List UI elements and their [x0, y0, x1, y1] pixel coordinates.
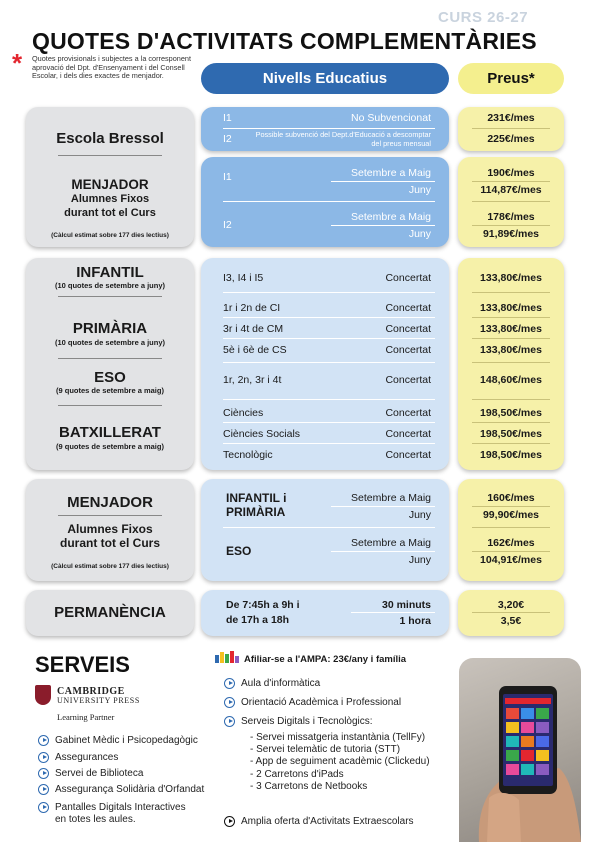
play-icon	[224, 816, 235, 827]
price-menjador-bressol-2: 114,87€/mes	[480, 184, 542, 196]
digital-item: - 3 Carretons de Netbooks	[250, 780, 368, 792]
menjador-label-box	[26, 479, 194, 581]
divider	[58, 515, 162, 516]
divider	[223, 527, 435, 528]
menjador-title: MENJADOR	[67, 494, 153, 511]
curs-price: 198,50€/mes	[480, 428, 542, 440]
play-icon	[38, 752, 49, 763]
servei-item	[38, 784, 208, 796]
divider	[472, 292, 550, 293]
divider	[472, 317, 550, 318]
curs-type: Concertat	[385, 449, 431, 461]
servei-label: Orientació Acadèmica i Professional	[241, 697, 402, 708]
etapa-infantil-title: INFANTIL	[76, 264, 144, 281]
menjador-levels-box	[201, 479, 449, 581]
bressol-label-box	[26, 107, 194, 247]
bressol-desc-i2: Possible subvenció del Dept.d'Educació a descomptar del preus mensual	[255, 130, 431, 148]
header-preus: Preus*	[458, 63, 564, 94]
divider	[331, 506, 435, 507]
divider	[223, 317, 435, 318]
curs-type: Concertat	[385, 344, 431, 356]
header-nivells: Nivells Educatius	[201, 63, 449, 94]
menjador-note: (Càlcul estimat sobre 177 dies lectius)	[51, 563, 169, 570]
menjador-level-1a: INFANTIL i	[226, 491, 287, 505]
bressol-title: Escola Bressol	[56, 130, 164, 147]
play-icon	[38, 768, 49, 779]
provisional-note: Quotes provisionals i subjectes a la corresponent aprovació del Dpt. d'Ensenyament i del Consell Escolar, i dels dies exactes de menjador.	[32, 54, 191, 81]
play-icon	[224, 716, 235, 727]
divider	[472, 399, 550, 400]
divider	[472, 506, 550, 507]
divider	[472, 181, 550, 182]
servei-label: Gabinet Mèdic i Psicopedagògic	[55, 735, 198, 746]
logo-line1: CAMBRIDGE	[57, 686, 125, 697]
menjador-p2: Juny	[408, 509, 431, 521]
servei-item	[38, 752, 208, 764]
divider	[223, 443, 435, 444]
servei-label: Assegurança Solidària d'Orfandat	[55, 784, 205, 795]
curs-name: 1r i 2n de CI	[223, 302, 281, 314]
cambridge-shield-icon	[35, 685, 51, 705]
curs-price: 133,80€/mes	[480, 272, 542, 284]
digital-item: - Servei telemàtic de tutoria (STT)	[250, 744, 401, 756]
divider	[472, 612, 550, 613]
curs-name: 1r, 2n, 3r i 4t	[223, 374, 282, 386]
permanencia-prices-box	[458, 590, 564, 636]
play-icon	[224, 697, 235, 708]
menjador-p2b: Juny	[408, 554, 431, 566]
digital-item: - 2 Carretons d'iPads	[250, 768, 344, 780]
menjador-bressol-box	[201, 157, 449, 247]
curs-type: Concertat	[385, 428, 431, 440]
bressol-level-i1: I1	[223, 112, 232, 124]
divider	[223, 338, 435, 339]
menjador-level-2: ESO	[226, 544, 252, 558]
cursos-box	[201, 258, 449, 470]
play-icon	[38, 802, 49, 813]
curs-price: 198,50€/mes	[480, 407, 542, 419]
etapa-eso-sub: (9 quotes de setembre a maig)	[56, 386, 164, 395]
menjador-bressol-p2b: Juny	[408, 228, 431, 240]
curs-name: Ciències Socials	[223, 428, 301, 440]
menjador-p1: Setembre a Maig	[351, 492, 431, 504]
servei-label: Assegurances	[55, 752, 119, 763]
play-icon	[38, 735, 49, 746]
servei-item	[38, 768, 208, 780]
divider	[223, 399, 435, 400]
price-permanencia-2: 3,5€	[500, 615, 522, 627]
course-year: CURS 26-27	[438, 9, 529, 26]
curs-price: 148,60€/mes	[480, 374, 542, 386]
hand-with-phone-image	[459, 658, 581, 842]
price-bressol-i1: 231€/mes	[487, 112, 535, 124]
price-menjador-bressol-3: 178€/mes	[487, 211, 535, 223]
menjador-bressol-prices-box	[458, 157, 564, 247]
divider	[223, 422, 435, 423]
divider	[223, 362, 435, 363]
curs-type: Concertat	[385, 272, 431, 284]
menjador-sub1: Alumnes Fixos	[67, 522, 153, 536]
permanencia-box	[201, 590, 449, 636]
servei-item	[224, 678, 454, 690]
servei-item	[38, 802, 188, 825]
curs-type: Concertat	[385, 407, 431, 419]
ampa-logo-icon	[214, 650, 240, 664]
menjador-bressol-p2: Juny	[408, 184, 431, 196]
price-menjador-bressol-1: 190€/mes	[487, 167, 535, 179]
servei-label: Serveis Digitals i Tecnològics:	[241, 716, 373, 727]
etapa-primaria-sub: (10 quotes de setembre a juny)	[54, 338, 166, 347]
etapes-label-box	[26, 258, 194, 470]
menjador-p1b: Setembre a Maig	[351, 537, 431, 549]
permanencia-d1: 30 minuts	[381, 599, 431, 611]
divider	[223, 292, 435, 293]
menjador-bressol-sub1: Alumnes Fixos	[70, 193, 150, 205]
divider	[472, 422, 550, 423]
permanencia-label-box	[26, 590, 194, 636]
curs-name: 5è i 6è de CS	[223, 344, 287, 356]
curs-type: Concertat	[385, 374, 431, 386]
curs-type: Concertat	[385, 323, 431, 335]
phone-photo	[459, 658, 581, 842]
menjador-bressol-sub2: durant tot el Curs	[64, 207, 156, 219]
menjador-sub2: durant tot el Curs	[59, 536, 160, 550]
price-menjador-4: 104,91€/mes	[480, 554, 542, 566]
etapa-infantil-sub: (10 quotes de setembre a juny)	[54, 281, 166, 290]
servei-label: Amplia oferta d'Activitats Extraescolars	[241, 816, 414, 827]
menjador-prices-box	[458, 479, 564, 581]
curs-price: 133,80€/mes	[480, 323, 542, 335]
divider	[351, 612, 435, 613]
permanencia-line2: de 17h a 18h	[226, 614, 290, 626]
price-permanencia-1: 3,20€	[497, 599, 525, 611]
menjador-bressol-p1: Setembre a Maig	[351, 167, 431, 179]
divider	[331, 225, 435, 226]
permanencia-d2: 1 hora	[399, 615, 431, 627]
asterisk-icon: *	[12, 48, 23, 78]
divider	[472, 551, 550, 552]
divider	[472, 443, 550, 444]
digital-item: - Servei missatgeria instantània (TellFy)	[250, 732, 426, 743]
permanencia-line1: De 7:45h a 9h i	[226, 599, 300, 611]
curs-name: I3, I4 i I5	[223, 272, 264, 284]
page-title: QUOTES D'ACTIVITATS COMPLEMENTÀRIES	[32, 28, 537, 54]
bressol-desc-i1: No Subvencionat	[351, 112, 431, 124]
divider	[223, 128, 435, 129]
menjador-bressol-title: MENJADOR	[71, 177, 149, 192]
ampa-text: Afiliar-se a l'AMPA: 23€/any i família	[244, 654, 407, 665]
menjador-bressol-note: (Càlcul estimat sobre 177 dies lectius)	[51, 232, 169, 239]
logo-line2: UNIVERSITY PRESS	[57, 696, 140, 705]
bressol-levels-box	[201, 107, 449, 151]
digital-item: - App de seguiment acadèmic (Clickedu)	[250, 756, 430, 768]
etapa-batxillerat-sub: (9 quotes de setembre a maig)	[56, 442, 164, 451]
curs-price: 133,80€/mes	[480, 302, 542, 314]
menjador-level-1b: PRIMÀRIA	[226, 505, 286, 519]
permanencia-title: PERMANÈNCIA	[54, 604, 166, 621]
cambridge-logo	[35, 685, 165, 721]
bressol-prices-box	[458, 107, 564, 151]
play-icon	[224, 678, 235, 689]
divider	[223, 201, 435, 202]
divider	[472, 225, 550, 226]
divider	[472, 362, 550, 363]
etapa-primaria-title: PRIMÀRIA	[72, 320, 148, 337]
curs-name: Ciències	[223, 407, 264, 419]
servei-label: Aula d'informàtica	[241, 678, 321, 689]
curs-type: Concertat	[385, 302, 431, 314]
divider	[472, 338, 550, 339]
servei-item	[224, 716, 454, 728]
price-menjador-bressol-4: 91,89€/mes	[482, 228, 540, 240]
divider	[331, 551, 435, 552]
bressol-level-i2: I2	[223, 133, 232, 145]
divider	[58, 155, 162, 156]
etapa-eso-title: ESO	[94, 369, 126, 386]
curs-price: 198,50€/mes	[480, 449, 542, 461]
etapa-batxillerat-title: BATXILLERAT	[59, 424, 161, 441]
servei-item	[38, 735, 208, 747]
curs-name: Tecnològic	[223, 449, 273, 461]
divider	[58, 405, 162, 406]
menjador-bressol-p1b: Setembre a Maig	[351, 211, 431, 223]
menjador-bressol-level-i2: I2	[223, 219, 232, 231]
divider	[58, 296, 162, 297]
price-menjador-3: 162€/mes	[487, 537, 535, 549]
price-menjador-2: 99,90€/mes	[482, 509, 540, 521]
curs-name: 3r i 4t de CM	[223, 323, 284, 335]
price-menjador-1: 160€/mes	[487, 492, 535, 504]
serveis-title: SERVEIS	[35, 652, 130, 677]
divider	[331, 181, 435, 182]
divider	[472, 527, 550, 528]
divider	[472, 128, 550, 129]
divider	[58, 358, 162, 359]
play-icon	[38, 784, 49, 795]
servei-label: Servei de Biblioteca	[55, 768, 144, 779]
menjador-bressol-level-i1: I1	[223, 171, 232, 183]
cursos-prices-box	[458, 258, 564, 470]
logo-line3: Learning Partner	[57, 712, 115, 722]
curs-price: 133,80€/mes	[480, 344, 542, 356]
servei-label: Pantalles Digitals Interactives en totes les aules.	[55, 802, 186, 825]
digital-list	[250, 732, 430, 793]
servei-item	[224, 697, 454, 709]
servei-item	[224, 816, 454, 828]
divider	[472, 201, 550, 202]
price-bressol-i2: 225€/mes	[487, 133, 535, 145]
